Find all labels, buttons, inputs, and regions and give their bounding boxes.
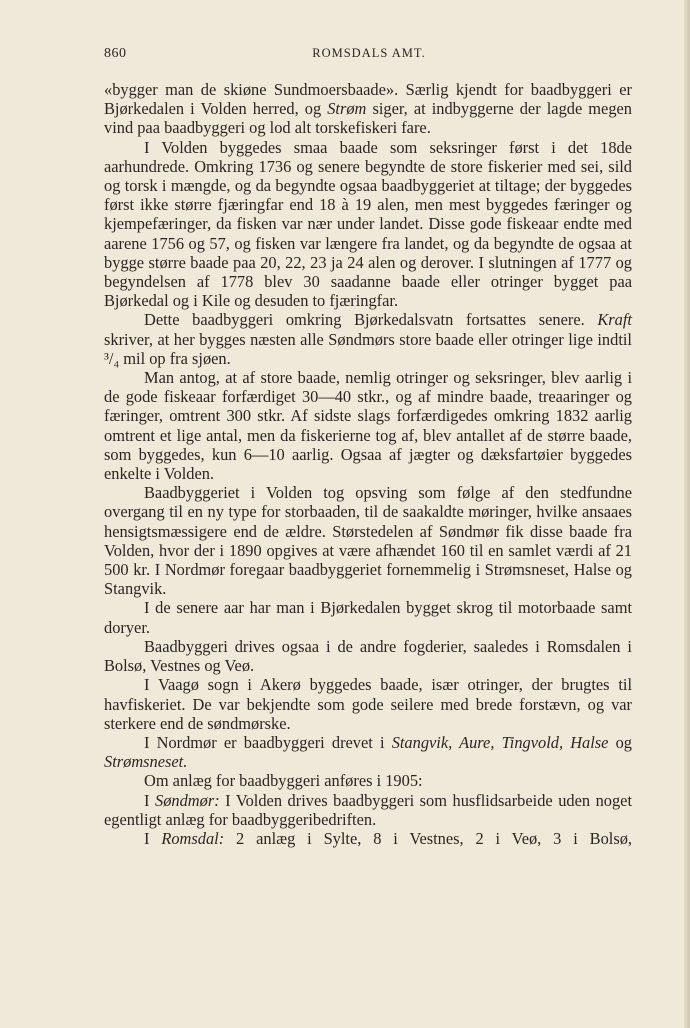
text-run: I de senere aar har man i Bjørkedalen bygget skrog til motorbaade samt doryer. xyxy=(104,598,632,637)
page-edge xyxy=(684,0,690,1028)
italic-run: Søndmør: xyxy=(155,790,220,810)
italic-run: Strøm xyxy=(327,99,367,119)
text-run: «bygger man de skiøne Sundmoersbaade». Særlig kjendt for baadbyggeri er Bjørkedalen i Volden herred, og xyxy=(104,80,632,119)
text-run: Baadbyggeri drives ogsaa i de andre fogderier, saaledes i Romsdalen i Bolsø, Vestnes og Veø. xyxy=(104,636,632,676)
italic-run: Romsdal: xyxy=(161,828,225,848)
text-run: Baadbyggeriet i Volden tog opsving som følge af den stedfundne overgang til en ny type for storbaaden, til de saakaldte møringer, hvilke ansaaes hensigtsmæssigere end de ældre. Størstedelen af Søndmør fik disse baade fra Volden, hvor der i 1890 opgives at være afhændet 160 til en samlet værdi af 21 500 kr. I Nordmør foregaar baadbyggeriet fornemmelig i Strømsneset, Halse og Stangvik. xyxy=(104,483,632,599)
text-run: Dette baadbyggeri omkring Bjørkedalsvatn fortsattes senere. xyxy=(144,310,598,330)
text-run: Om anlæg for baadbyggeri anføres i 1905: xyxy=(144,771,423,791)
text-run: I xyxy=(144,828,162,848)
text-run: og xyxy=(608,732,632,752)
paragraph xyxy=(104,138,632,311)
text-run: I Volden byggedes smaa baade som seksringer først i det 18de aarhundrede. Omkring 1736 og senere begyndte de store fiskerier med sei, sild og torsk i mængde, og da begyndte ogsaa baadbyggeriet at tiltage; der byggedes først ikke større fjæringfar end 18 à 19 alen, men mest byggedes færinger og kjempefæringer, da fisken var nær under landet. Disse gode fiskeaar endte med aarene 1756 og 57, og fisken var længere fra landet, og da begyndte de ogsaa at bygge større baade paa 20, 22, 23 ja 24 alen og derover. I slutningen af 1777 og begyndelsen af 1778 blev 30 saadanne baade eller otringer bygget paa Bjørkedal og i Kile og desuden to fjæringfar. xyxy=(104,137,632,311)
paragraph xyxy=(104,368,632,483)
text-run: Man antog, at af store baade, nemlig otringer og seksringer, blev aarlig i de gode fiskeaar forfærdiget 30—40 stkr., og af mindre baade, treaaringer og færinger, omtrent 300 stkr. Af sidste slags forfærdigedes omkring 1832 aarlig omtrent et lige antal, men da fiskerierne tog af, blev antallet af de større baade, som byggedes, kun 6—10 aarlig. Ogsaa af jægter og dæksfartøier byggedes enkelte i Volden. xyxy=(104,368,632,484)
paragraph xyxy=(104,791,632,829)
text-run: skriver, at her bygges næsten alle Søndmørs store baade eller otringer lige indtil ³/₄ mil op fra sjøen. xyxy=(104,329,632,368)
running-title: ROMSDALS AMT. xyxy=(312,46,426,60)
text-run: 2 anlæg i Sylte, 8 i Vestnes, 2 i Veø, 3 i Bolsø, xyxy=(224,828,632,848)
text-run: I Nordmør er baadbyggeri drevet i xyxy=(144,732,392,752)
italic-run: Kraft xyxy=(597,310,632,330)
paragraph xyxy=(104,771,632,790)
paragraph xyxy=(104,310,632,368)
paragraph xyxy=(104,598,632,636)
text-run: I xyxy=(144,790,155,810)
text-run: I Vaagø sogn i Akerø byggedes baade, især otringer, der brugtes til havfiskeriet. De var bekjendte som gode seilere med brede forstævn, og var sterkere end de søndmørske. xyxy=(104,675,632,733)
text-run: I Volden drives baadbyggeri som husflidsarbeide uden noget egentligt anlæg for baadbyggeribedriften. xyxy=(104,790,632,829)
page-number: 860 xyxy=(104,46,127,61)
paragraph xyxy=(104,829,632,848)
paragraph xyxy=(104,80,632,138)
italic-run: Stangvik, Aure, Tingvold, Halse xyxy=(391,732,609,752)
text-run: siger, at indbyggerne der lagde megen vind paa baadbyggeri og lod alt torskefiskeri fare. xyxy=(104,99,632,138)
paragraph xyxy=(104,483,632,598)
body-text xyxy=(104,80,632,848)
paragraph xyxy=(104,675,632,733)
paragraph xyxy=(104,733,632,771)
italic-run: Strømsneset. xyxy=(104,752,188,772)
paragraph xyxy=(104,637,632,675)
